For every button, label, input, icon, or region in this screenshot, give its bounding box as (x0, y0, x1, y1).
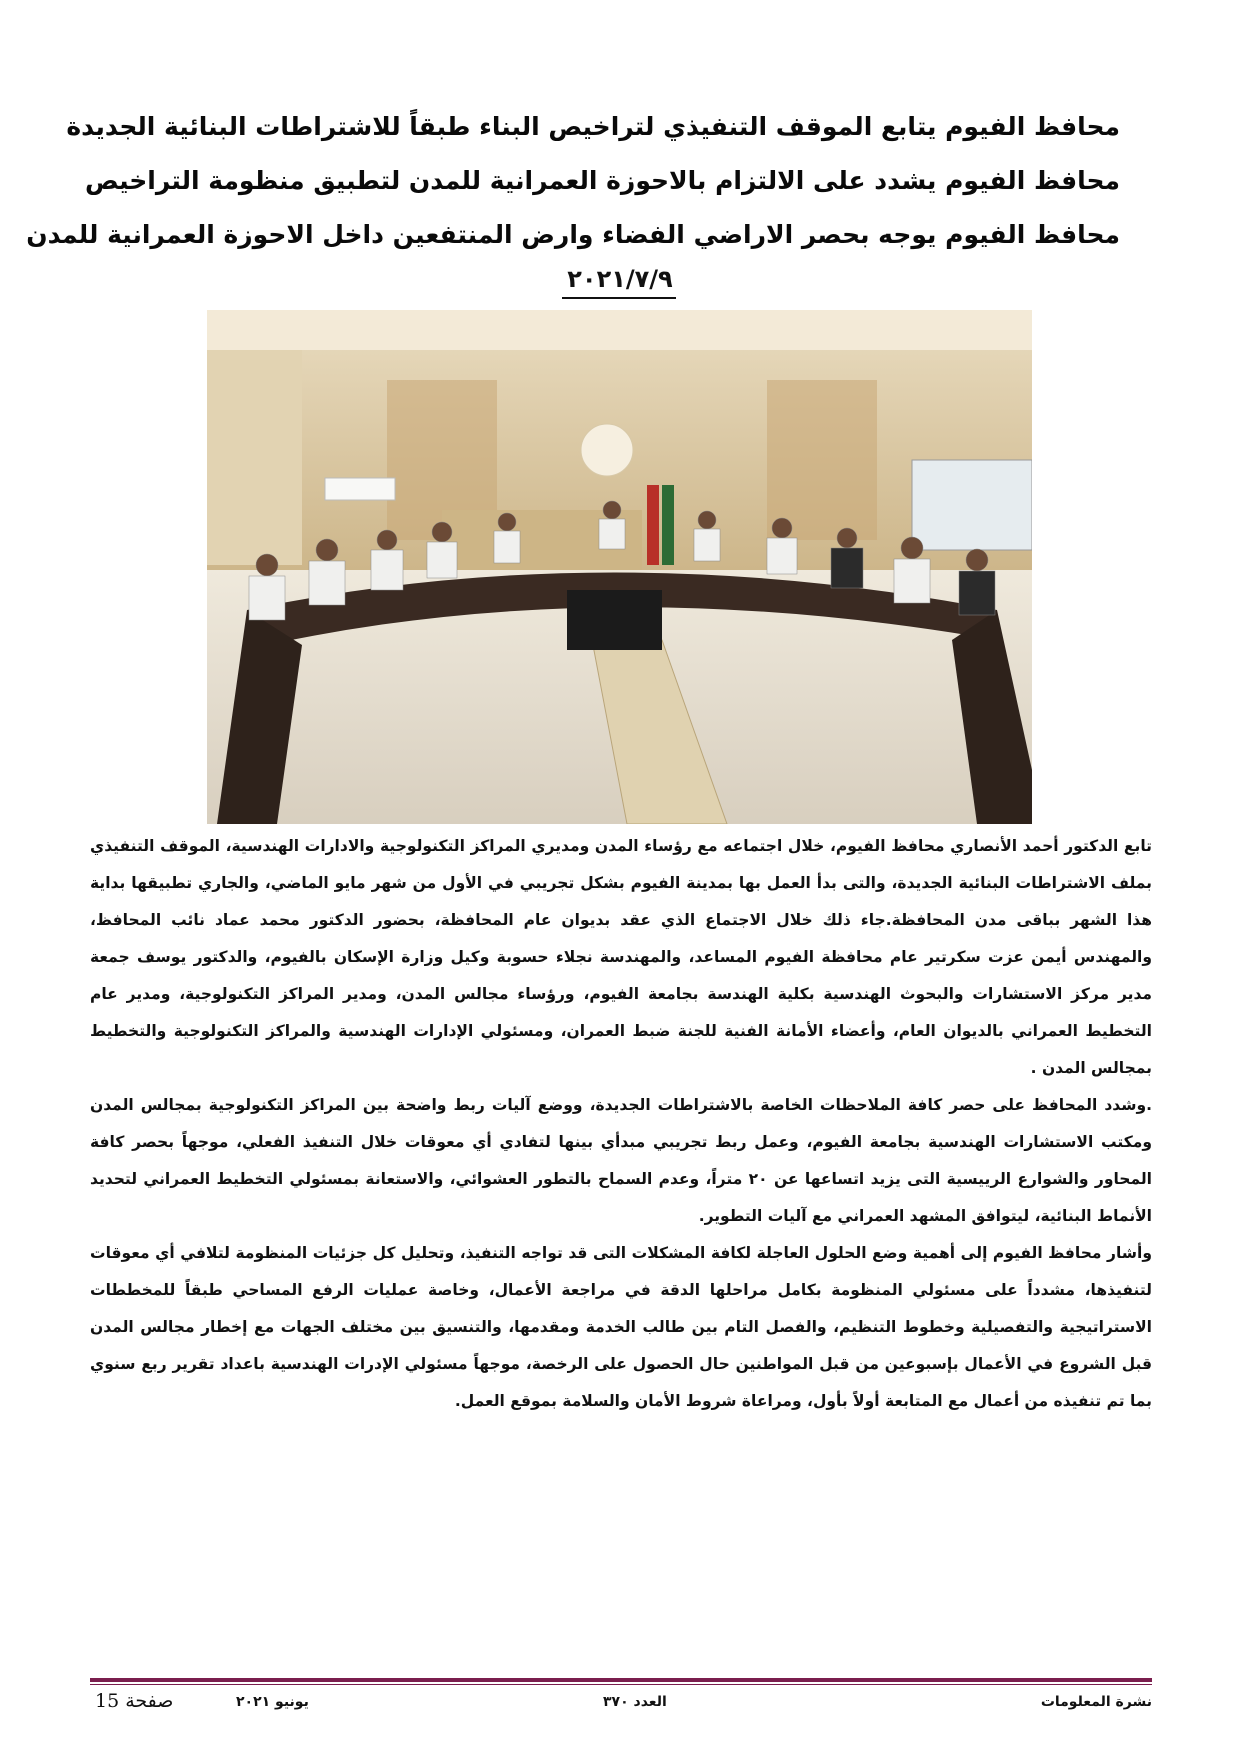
paragraph-3: وأشار محافظ الفيوم إلى أهمية وضع الحلول العاجلة لكافة المشكلات التى قد تواجه التنفيذ، وتحليل كل جزئيات المنظومة لتلافي أي معوقات لتنفيذها، مشدداً على مسئولي المنظومة بكامل مراحلها الدقة في مراجعة الأعمال، وخاصة عمليات الرفع المساحي طبقاً للمخططات الاستراتيجية والتفصيلية وخطوط التنظيم، والفصل التام بين طالب الخدمة ومقدمها، والتنسيق بين مختلف الجهات مع إخطار مجالس المدن قبل الشروع في الأعمال بإسبوعين من قبل المواطنين حال الحصول على الرخصة، موجهاً مسئولي الإدرات الهندسية باعداد تقرير ربع سنوي بما تم تنفيذه من أعمال مع المتابعة أولاً بأول، ومراعاة شروط الأمان والسلامة بموقع العمل. (90, 1244, 1152, 1410)
footer-page-number: صفحة 15 (95, 1690, 174, 1712)
date-underline (562, 297, 676, 299)
meeting-photo (207, 310, 1032, 824)
footer-rule-thick (90, 1678, 1152, 1682)
headline-1: محافظ الفيوم يتابع الموقف التنفيذي لتراخيص البناء طبقاً للاشتراطات البنائية الجديدة (66, 112, 1120, 141)
paragraph-2: .وشدد المحافظ على حصر كافة الملاحظات الخاصة بالاشتراطات الجديدة، ووضع آليات ربط واضحة بين المراكز التكنولوجية بمجالس المدن ومكتب الاستشارات الهندسية بجامعة الفيوم، وعمل ربط تجريبي مبدأي بينها لتفادي أي معوقات خلال التنفيذ الفعلي، موجهاً بحصر كافة المحاور والشوارع الرييسية التى يزيد اتساعها عن ٢٠ متراً، وعدم السماح بالتطور العشوائي، والاستعانة بمسئولي التخطيط العمراني لتحديد الأنماط البنائية، ليتوافق المشهد العمراني مع آليات التطوير. (90, 1096, 1152, 1225)
footer-rule-thin (90, 1684, 1152, 1685)
headline-block (26, 100, 1120, 262)
headline-3: محافظ الفيوم يوجه بحصر الاراضي الفضاء وارض المنتفعين داخل الاحوزة العمرانية للمدن (26, 220, 1120, 249)
footer-issue: العدد ٣٧٠ (603, 1694, 667, 1710)
footer-publication: نشرة المعلومات (1040, 1694, 1152, 1710)
paragraph-1: تابع الدكتور أحمد الأنصاري محافظ الفيوم، خلال اجتماعه مع رؤساء المدن ومديري المراكز التكنولوجية والادارات الهندسية، الموقف التنفيذي بملف الاشتراطات البنائية الجديدة، والتى بدأ العمل بها بمدينة الفيوم بشكل تجريبي في الأول من شهر مايو الماضي، والجاري تطبيقها بداية هذا الشهر بباقى مدن المحافظة.جاء ذلك خلال الاجتماع الذي عقد بديوان عام المحافظة، بحضور الدكتور محمد عماد نائب المحافظ، والمهندس أيمن عزت سكرتير عام محافظة الفيوم المساعد، والمهندسة نجلاء حسوبة وكيل وزارة الإسكان بالفيوم، والدكتور يوسف جمعة مدير مركز الاستشارات والبحوث الهندسية بكلية الهندسة بجامعة الفيوم، ورؤساء مجالس المدن، ومدير المراكز التكنولوجية، ومدير عام التخطيط العمراني بالديوان العام، وأعضاء الأمانة الفنية للجنة ضبط العمران، ومسئولي الإدارات الهندسية والمراكز التكنولوجية والتخطيط بمجالس المدن . (90, 837, 1152, 1077)
article-date: ٢٠٢١/٧/٩ (567, 265, 673, 293)
article-body (90, 828, 1152, 1420)
footer-month: يونيو ٢٠٢١ (236, 1694, 309, 1710)
headline-2: محافظ الفيوم يشدد على الالتزام بالاحوزة العمرانية للمدن لتطبيق منظومة التراخيص (84, 166, 1120, 195)
